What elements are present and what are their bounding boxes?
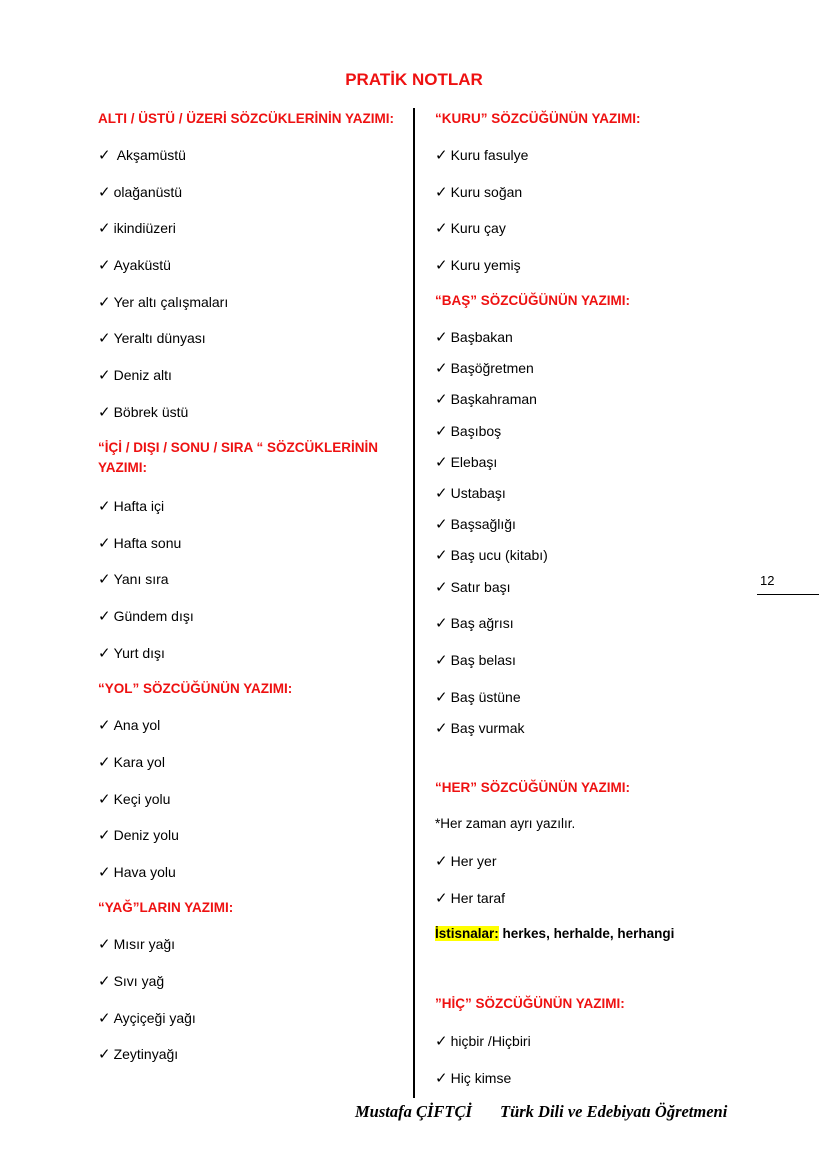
checkmark-icon: ✓ bbox=[435, 689, 448, 706]
list-item: ✓ Yanı sıra bbox=[98, 571, 169, 588]
checkmark-icon: ✓ bbox=[98, 294, 111, 311]
list-item: ✓ Baş belası bbox=[435, 652, 516, 669]
list-item: ✓ Kuru yemiş bbox=[435, 257, 521, 274]
list-item: ✓ Her yer bbox=[435, 853, 497, 870]
footer-role: Türk Dili ve Edebiyatı Öğretmeni bbox=[500, 1102, 728, 1121]
list-item: ✓ Zeytinyağı bbox=[98, 1046, 179, 1063]
list-item: ✓ Deniz yolu bbox=[98, 827, 179, 844]
list-item: ✓ Ustabaşı bbox=[435, 485, 506, 502]
checkmark-icon: ✓ bbox=[98, 184, 111, 201]
checkmark-icon: ✓ bbox=[435, 579, 448, 596]
checkmark-icon: ✓ bbox=[435, 423, 448, 440]
list-item: ✓ Hafta içi bbox=[98, 498, 165, 515]
list-item: ✓ Başıboş bbox=[435, 423, 502, 440]
page-number-rule bbox=[757, 594, 819, 595]
checkmark-icon: ✓ bbox=[98, 973, 111, 990]
list-item: ✓ Baş vurmak bbox=[435, 720, 525, 737]
checkmark-icon: ✓ bbox=[98, 754, 111, 771]
checkmark-icon: ✓ bbox=[98, 498, 111, 515]
checkmark-icon: ✓ bbox=[435, 516, 448, 533]
checkmark-icon: ✓ bbox=[435, 391, 448, 408]
checkmark-icon: ✓ bbox=[435, 853, 448, 870]
list-item: ✓ Ana yol bbox=[98, 717, 161, 734]
list-item: ✓ Kuru fasulye bbox=[435, 147, 529, 164]
checkmark-icon: ✓ bbox=[98, 571, 111, 588]
list-item: ✓ Keçi yolu bbox=[98, 791, 171, 808]
checkmark-icon: ✓ bbox=[98, 1046, 111, 1063]
checkmark-icon: ✓ bbox=[98, 791, 111, 808]
checkmark-icon: ✓ bbox=[435, 485, 448, 502]
checkmark-icon: ✓ bbox=[98, 330, 111, 347]
list-item: ✓ Kuru çay bbox=[435, 220, 506, 237]
checkmark-icon: ✓ bbox=[98, 936, 111, 953]
list-item: ✓ Sıvı yağ bbox=[98, 973, 165, 990]
list-item: ✓ Hiç kimse bbox=[435, 1070, 512, 1087]
list-item: ✓ Başöğretmen bbox=[435, 360, 534, 377]
checkmark-icon: ✓ bbox=[435, 184, 448, 201]
list-item: ✓ Baş ucu (kitabı) bbox=[435, 547, 548, 564]
list-item: ✓ hiçbir /Hiçbiri bbox=[435, 1033, 531, 1050]
checkmark-icon: ✓ bbox=[98, 535, 111, 552]
section-heading-kuru: “KURU” SÖZCÜĞÜNÜN YAZIMI: bbox=[435, 111, 641, 126]
checkmark-icon: ✓ bbox=[98, 1010, 111, 1027]
list-item: ✓ Yer altı çalışmaları bbox=[98, 294, 229, 311]
page-number: 12 bbox=[760, 573, 775, 588]
list-item: ✓ Kara yol bbox=[98, 754, 165, 771]
checkmark-icon: ✓ bbox=[435, 547, 448, 564]
checkmark-icon: ✓ bbox=[435, 720, 448, 737]
checkmark-icon: ✓ bbox=[98, 147, 111, 164]
section-heading-ici-disi: “İÇİ / DIŞI / SONU / SIRA “ SÖZCÜKLERİNİN YAZIMI: bbox=[98, 440, 379, 475]
list-item: ✓ Böbrek üstü bbox=[98, 404, 189, 421]
checkmark-icon: ✓ bbox=[435, 147, 448, 164]
checkmark-icon: ✓ bbox=[435, 329, 448, 346]
list-item: ✓ Başsağlığı bbox=[435, 516, 516, 533]
list-item: ✓ Başbakan bbox=[435, 329, 513, 346]
checkmark-icon: ✓ bbox=[98, 404, 111, 421]
footer-author: Mustafa ÇİFTÇİ bbox=[355, 1102, 472, 1121]
list-item: ✓ Ayaküstü bbox=[98, 257, 171, 274]
checkmark-icon: ✓ bbox=[98, 827, 111, 844]
list-item: ✓ Gündem dışı bbox=[98, 608, 194, 625]
section-heading-bas: “BAŞ” SÖZCÜĞÜNÜN YAZIMI: bbox=[435, 293, 631, 308]
list-item: ✓ Başkahraman bbox=[435, 391, 537, 408]
list-item: ✓ Baş üstüne bbox=[435, 689, 521, 706]
checkmark-icon: ✓ bbox=[435, 615, 448, 632]
section-heading-alti-ustu: ALTI / ÜSTÜ / ÜZERİ SÖZCÜKLERİNİN YAZIMI: bbox=[98, 111, 395, 126]
list-item: ✓ Akşamüstü bbox=[98, 147, 186, 164]
checkmark-icon: ✓ bbox=[98, 645, 111, 662]
checkmark-icon: ✓ bbox=[98, 864, 111, 881]
checkmark-icon: ✓ bbox=[435, 652, 448, 669]
list-item: ✓ Ayçiçeği yağı bbox=[98, 1010, 196, 1027]
checkmark-icon: ✓ bbox=[435, 454, 448, 471]
checkmark-icon: ✓ bbox=[98, 257, 111, 274]
section-heading-hic: ”HİÇ” SÖZCÜĞÜNÜN YAZIMI: bbox=[435, 996, 625, 1011]
checkmark-icon: ✓ bbox=[435, 360, 448, 377]
checkmark-icon: ✓ bbox=[435, 1070, 448, 1087]
exceptions-text: herkes, herhalde, herhangi bbox=[498, 926, 675, 941]
list-item: ✓ olağanüstü bbox=[98, 184, 183, 201]
list-item: ✓ Elebaşı bbox=[435, 454, 498, 471]
list-item: ✓ Hava yolu bbox=[98, 864, 176, 881]
list-item: ✓ Satır başı bbox=[435, 579, 511, 596]
page-title: PRATİK NOTLAR bbox=[345, 70, 483, 89]
note-text: *Her zaman ayrı yazılır. bbox=[435, 816, 576, 831]
list-item: ✓ Her taraf bbox=[435, 890, 506, 907]
checkmark-icon: ✓ bbox=[435, 1033, 448, 1050]
list-item: ✓ Baş ağrısı bbox=[435, 615, 514, 632]
checkmark-icon: ✓ bbox=[435, 220, 448, 237]
list-item: ✓ Yurt dışı bbox=[98, 645, 165, 662]
checkmark-icon: ✓ bbox=[98, 608, 111, 625]
checkmark-icon: ✓ bbox=[98, 367, 111, 384]
checkmark-icon: ✓ bbox=[98, 717, 111, 734]
list-item: ✓ Yeraltı dünyası bbox=[98, 330, 206, 347]
checkmark-icon: ✓ bbox=[98, 220, 111, 237]
section-heading-yag: “YAĞ”LARIN YAZIMI: bbox=[98, 900, 234, 915]
list-item: ✓ Kuru soğan bbox=[435, 184, 523, 201]
list-item: ✓ Hafta sonu bbox=[98, 535, 182, 552]
list-item: ✓ Deniz altı bbox=[98, 367, 172, 384]
list-item: ✓ ikindiüzeri bbox=[98, 220, 176, 237]
section-heading-yol: “YOL” SÖZCÜĞÜNÜN YAZIMI: bbox=[98, 681, 293, 696]
list-item: ✓ Mısır yağı bbox=[98, 936, 176, 953]
checkmark-icon: ✓ bbox=[435, 257, 448, 274]
section-heading-her: “HER” SÖZCÜĞÜNÜN YAZIMI: bbox=[435, 780, 631, 795]
exceptions-label: İstisnalar: bbox=[435, 926, 499, 941]
exceptions-line bbox=[435, 926, 674, 941]
checkmark-icon: ✓ bbox=[435, 890, 448, 907]
column-divider bbox=[413, 108, 415, 1098]
